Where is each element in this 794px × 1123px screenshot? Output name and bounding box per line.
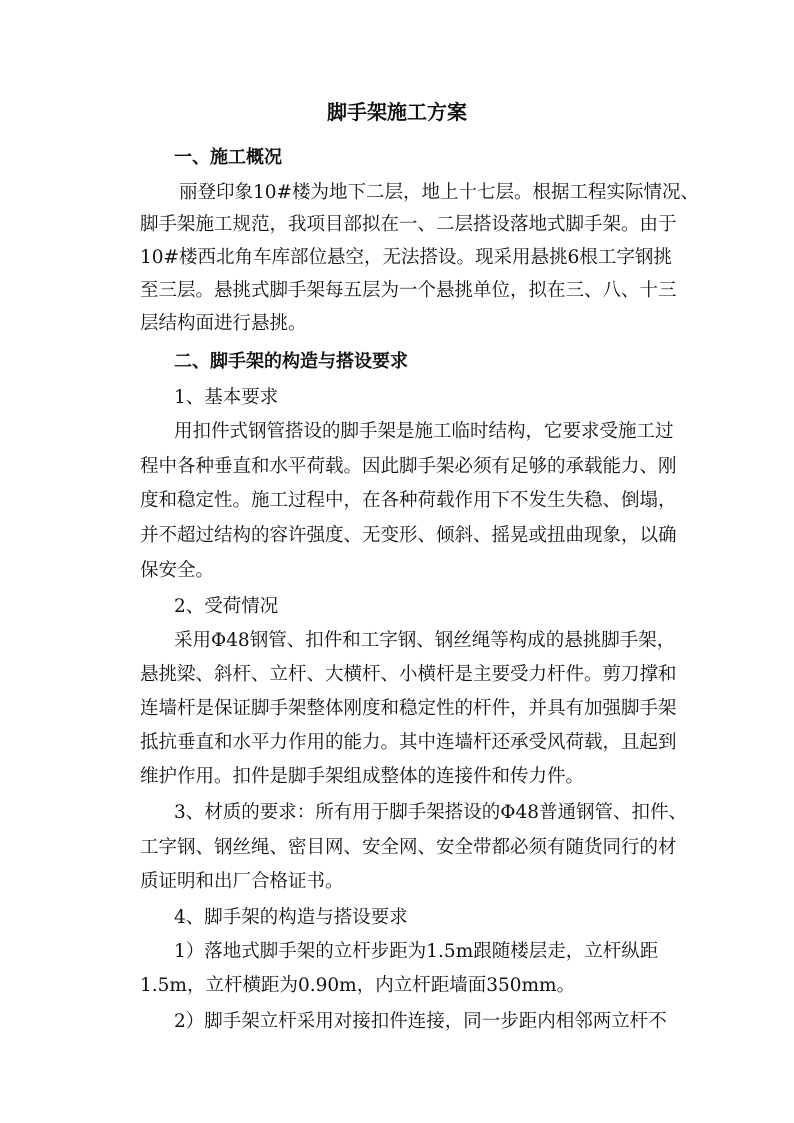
subsection-heading: 2、受荷情况 [174,596,279,617]
section-heading: 二、脚手架的构造与搭设要求 [174,351,408,372]
paragraph-line: 维护作用。扣件是脚手架组成整体的连接件和传力件。 [140,766,585,787]
paragraph-line: 并不超过结构的容许强度、无变形、倾斜、摇晃或扭曲现象，以确 [140,525,677,546]
paragraph-line: 至三层。悬挑式脚手架每五层为一个悬挑单位，拟在三、八、十三 [140,280,677,301]
paragraph-line: 层结构面进行悬挑。 [140,313,307,334]
paragraph-line: 程中各种垂直和水平荷载。因此脚手架必须有足够的承载能力、刚 [140,456,677,477]
paragraph-line: 抵抗垂直和水平力作用的能力。其中连墙杆还承受风荷载，且起到 [140,732,677,753]
paragraph-line: 1.5m，立杆横距为0.90m，内立杆距墙面350mm。 [140,975,576,996]
paragraph-line: 质证明和出厂合格证书。 [140,871,344,892]
paragraph-line: 悬挑梁、斜杆、立杆、大横杆、小横杆是主要受力杆件。剪刀撑和 [140,664,677,685]
paragraph-line: 度和稳定性。施工过程中，在各种荷载作用下不发生失稳、倒塌， [140,490,677,511]
paragraph-line: 工字钢、钢丝绳、密目网、安全网、安全带都必须有随货同行的材 [140,837,677,858]
paragraph-line: 保安全。 [140,560,215,581]
paragraph-line: 1）落地式脚手架的立杆步距为1.5m跟随楼层走，立杆纵距 [174,941,659,962]
document-title: 脚手架施工方案 [327,100,467,124]
subsection-heading: 4、脚手架的构造与搭设要求 [174,907,408,928]
paragraph-line: 3、材质的要求：所有用于脚手架搭设的Φ48普通钢管、扣件、 [174,802,687,823]
paragraph-line: 10#楼西北角车库部位悬空，无法搭设。现采用悬挑6根工字钢挑 [140,247,672,268]
paragraph-line: 2）脚手架立杆采用对接扣件连接，同一步距内相邻两立杆不 [174,1011,667,1032]
paragraph-line: 连墙杆是保证脚手架整体刚度和稳定性的杆件，并具有加强脚手架 [140,698,677,719]
paragraph-line: 丽登印象10#楼为地下二层，地上十七层。根据工程实际情况、 [179,182,700,203]
paragraph-line: 脚手架施工规范，我项目部拟在一、二层搭设落地式脚手架。由于 [140,214,677,235]
paragraph-line: 采用Φ48钢管、扣件和工字钢、钢丝绳等构成的悬挑脚手架， [174,630,676,651]
section-heading: 一、施工概况 [174,147,282,168]
subsection-heading: 1、基本要求 [174,387,279,408]
paragraph-line: 用扣件式钢管搭设的脚手架是施工临时结构，它要求受施工过 [174,421,674,442]
